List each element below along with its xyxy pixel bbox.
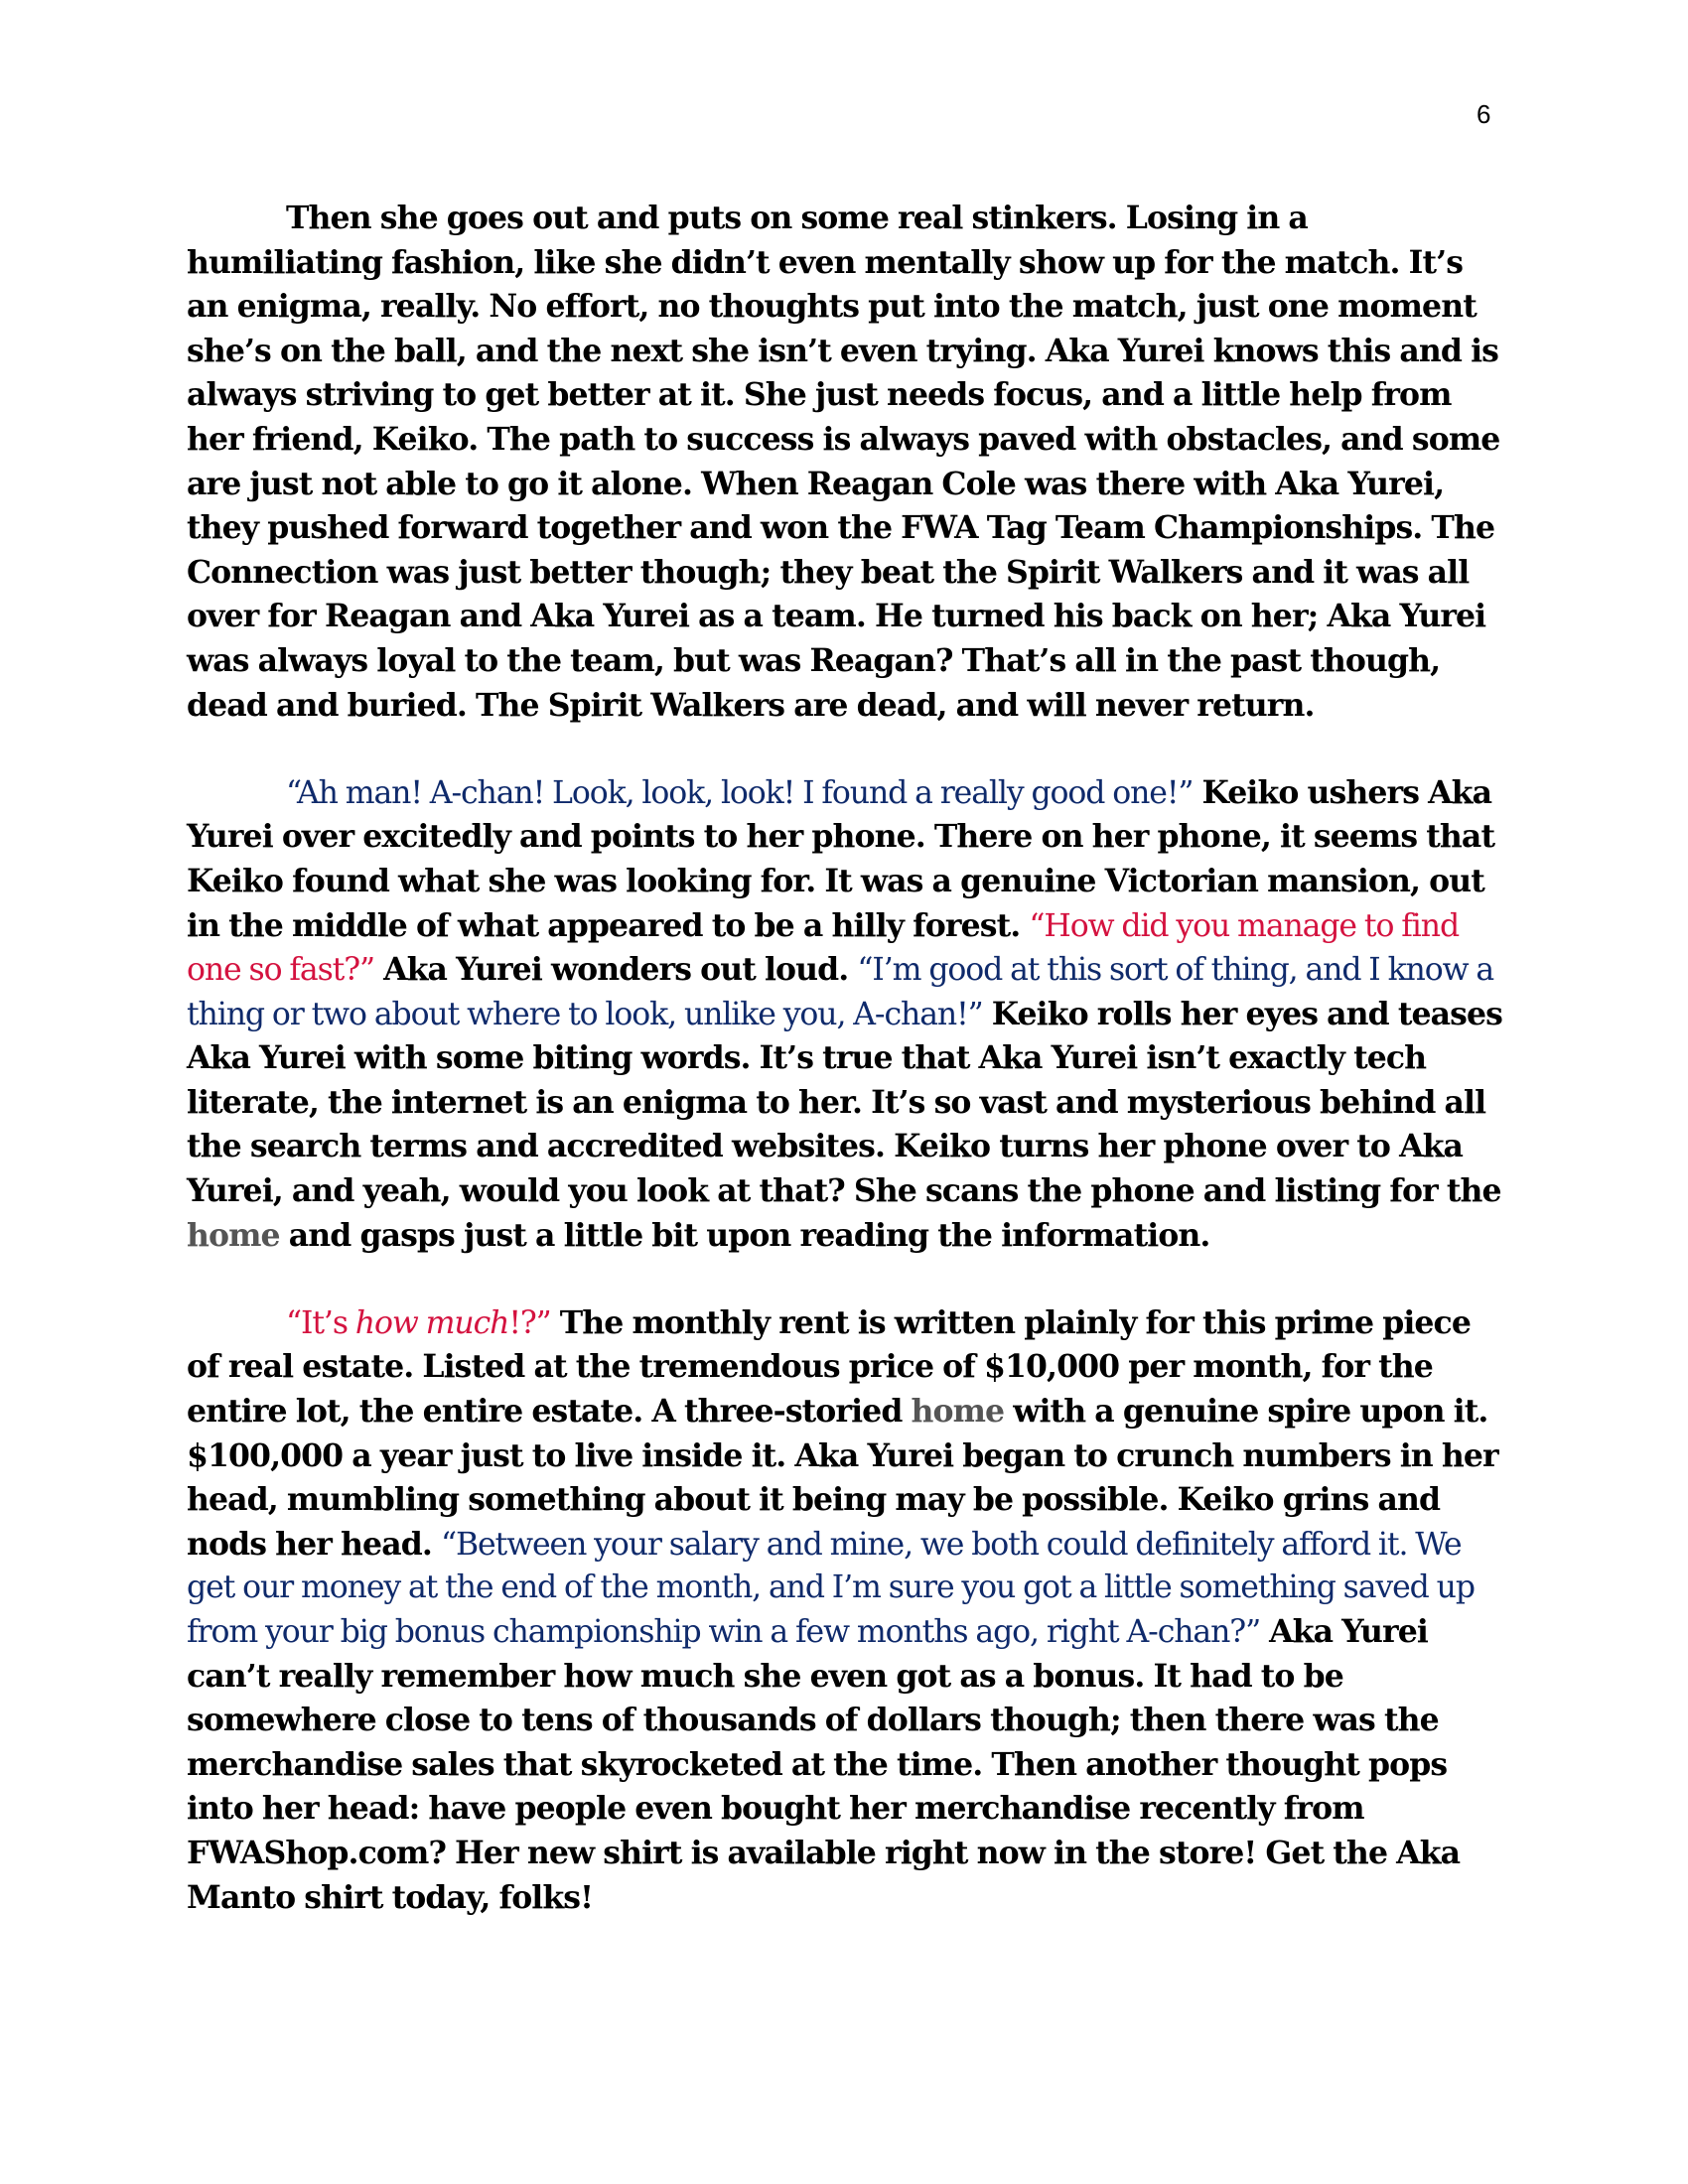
narration-text: Aka Yurei can’t really remember how much she even got as a bonus. It had to be somewhere close to tens of thousands of dollars though; then there was the merchandise sales that skyrocketed at the time. Then another thought pops into her head: have people even bought her merchandise recently from FWAShop.com? Her new shirt is available right now in the store! Get the Aka Manto shirt today, folks! — [187, 1613, 1461, 1916]
highlighted-word-home: home — [187, 1216, 280, 1254]
narration-text: The monthly rent is written plainly for this prime piece of real estate. Listed at the tremendous price of $10,000 per month, for the entire lot, the entire estate. A three-storied — [187, 1303, 1471, 1431]
narration-text: and gasps just a little bit upon reading the information. — [279, 1216, 1210, 1254]
narration-text: Keiko ushers Aka Yurei over excitedly and points to her phone. There on her phone, it seems that Keiko found what she was looking for. It was a genuine Victorian mansion, out in the middle of what appeared to be a hilly forest. — [187, 773, 1495, 944]
paragraph-3 — [187, 1301, 1507, 1920]
paragraph-1 — [187, 197, 1507, 728]
keiko-dialogue: “I’m good at this sort of thing, and I know a thing or two about where to look, unlike you, A-chan!” — [187, 952, 1494, 1032]
document-body — [187, 197, 1507, 1964]
dialogue-close: !?” — [508, 1304, 551, 1341]
highlighted-word-home: home — [911, 1393, 1005, 1431]
paragraph-2 — [187, 771, 1507, 1259]
keiko-dialogue: “Ah man! A-chan! Look, look, look! I found a really good one!” — [286, 774, 1194, 811]
dialogue-open: “It’s — [286, 1304, 355, 1341]
keiko-dialogue: “Between your salary and mine, we both could definitely afford it. We get our money at the end of the month, and I’m sure you got a little something saved up from your big bonus championship win a few months ago, right A-chan?” — [187, 1526, 1475, 1650]
page-number: 6 — [1477, 99, 1491, 129]
dialogue-emphasis: how much — [354, 1304, 509, 1341]
narration-text: Aka Yurei wonders out loud. — [374, 951, 858, 989]
narration-text: Then she goes out and puts on some real stinkers. Losing in a humiliating fashion, like she didn’t even mentally show up for the match. It’s an enigma, really. No effort, no thoughts put into the match, just one moment she’s on the ball, and the next she isn’t even trying. Aka Yurei knows this and is always striving to get better at it. She just needs focus, and a little help from her friend, Keiko. The path to success is always paved with obstacles, and some are just not able to go it alone. When Reagan Cole was there with Aka Yurei, they pushed forward together and won the FWA Tag Team Championships. The Connection was just better though; they beat the Spirit Walkers and it was all over for Reagan and Aka Yurei as a team. He turned his back on her; Aka Yurei was always loyal to the team, but was Reagan? That’s all in the past though, dead and buried. The Spirit Walkers are dead, and will never return. — [187, 200, 1500, 724]
aka-yurei-dialogue: “How did you manage to find one so fast?” — [187, 907, 1460, 989]
narration-text: Keiko rolls her eyes and teases Aka Yurei with some biting words. It’s true that Aka Yurei isn’t exactly tech literate, the internet is an enigma to her. It’s so vast and mysterious behind all the search terms and accredited websites. Keiko turns her phone over to Aka Yurei, and yeah, would you look at that? She scans the phone and listing for the — [187, 995, 1502, 1210]
aka-yurei-dialogue — [286, 1305, 551, 1341]
narration-text: with a genuine spire upon it. $100,000 a year just to live inside it. Aka Yurei began to crunch numbers in her head, mumbling something about it being may be possible. Keiko grins and nods her head. — [187, 1393, 1498, 1563]
